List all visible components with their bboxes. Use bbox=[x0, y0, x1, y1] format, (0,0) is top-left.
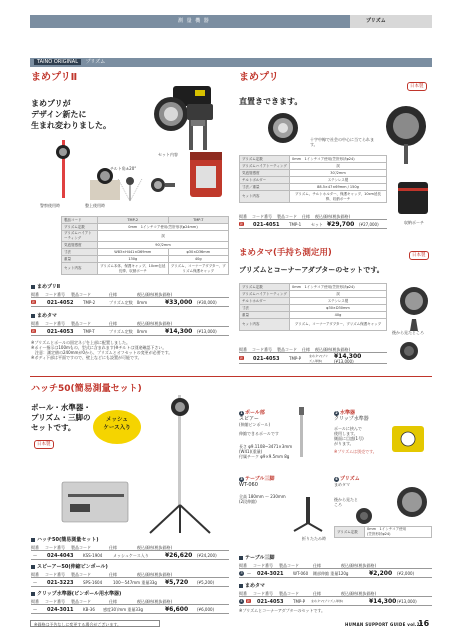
mamepuri-spec-table bbox=[239, 155, 387, 203]
footer-note-box bbox=[30, 620, 160, 627]
order-code: 021-4053 bbox=[47, 329, 74, 335]
order-spec: 剛部伸縮 重量120g bbox=[313, 571, 349, 576]
mamepuri-jp-badge: 日本製 bbox=[407, 82, 427, 91]
order-pill: 新 bbox=[247, 599, 251, 603]
parts-tama-title bbox=[239, 583, 265, 589]
spec-row-h: プリズムハイアトーティング bbox=[240, 291, 290, 298]
mamepuri2-catch-line2: デザイン新たに bbox=[31, 110, 87, 119]
spec-row-v: ステンレス製 bbox=[290, 298, 387, 305]
table-tripod-title bbox=[239, 555, 275, 561]
spec-row-v: 0mm 1インチコア使用(笠肝形状φ24) bbox=[290, 284, 387, 291]
order-price: ¥5,720 bbox=[165, 579, 189, 586]
order-price: ¥29,700 bbox=[327, 221, 355, 228]
order-price: ¥14,300 bbox=[165, 328, 193, 335]
note-line: 注意：測定値の240mmが0から、プリズムとオフセットの変更が必要です。 bbox=[31, 350, 173, 355]
order-spec: メッシュケース入り bbox=[113, 553, 149, 558]
order-pill: 新 bbox=[32, 329, 36, 333]
order-num: 4 bbox=[240, 599, 243, 603]
section-label bbox=[30, 58, 432, 67]
spec-header-row bbox=[62, 217, 229, 224]
parts-tama-title-text: まめタマ bbox=[245, 583, 266, 589]
order-head-col: 税込価格(税抜価格) bbox=[137, 321, 173, 326]
tripod-spec1: 全高 180mm 〜 230mm bbox=[239, 494, 286, 499]
order-net: (¥27,000) bbox=[359, 222, 379, 227]
spec-row-v: 誤 bbox=[290, 291, 387, 298]
clip-title-text: クリップ水準器(ピンポール用水準器) bbox=[37, 591, 122, 597]
mamepuri2-title: まめプリⅡ bbox=[31, 72, 78, 83]
prism-spec-v1: 0mm 1インチコア使用 bbox=[367, 527, 407, 531]
spec-row-v: 0mm 1インチコア使用(笠肝形状φ24mm) bbox=[98, 224, 229, 231]
order-head-col: 税込価格(税抜価格) bbox=[137, 545, 173, 550]
bubble-line2: ケース入り bbox=[103, 425, 131, 431]
spec-row-h: 寸法 bbox=[62, 249, 98, 256]
mesh-case-text bbox=[100, 416, 134, 432]
order-net: (¥5,200) bbox=[197, 580, 215, 585]
header-subcategory-bar bbox=[350, 15, 432, 28]
mamepuri2-order-title bbox=[31, 284, 60, 290]
order-head-col: コード番号 bbox=[45, 572, 65, 577]
order-net: (¥13,000) bbox=[334, 359, 354, 364]
order-head-col: 製品コード bbox=[71, 545, 91, 550]
order-code: 024-3021 bbox=[257, 571, 284, 577]
order-head-col: コード番号 bbox=[45, 292, 65, 297]
order-model: TMP-P bbox=[289, 356, 302, 361]
pole-part-name: スピアー bbox=[239, 416, 259, 422]
order-pill: 新 bbox=[240, 222, 244, 226]
level-part-title: 2 水準器 bbox=[335, 410, 356, 416]
order-head-col: 税込価格(税抜価格) bbox=[315, 347, 351, 352]
prism-part-title-text: プリズム bbox=[340, 476, 360, 482]
hatchi-set-title bbox=[31, 537, 99, 543]
spec-row-h: プリズム定数 bbox=[62, 224, 98, 231]
footer-guide: HUMAN SUPPORT GUIDE vol.27 bbox=[345, 622, 423, 627]
spec-row-v: プリズム、チルトホルダー、保護キャップ、10cm延長棒、収納ポーチ bbox=[290, 191, 387, 203]
order-row bbox=[31, 605, 229, 614]
pole-part-spec3: 付属チーク φ9×9.5mm 8g bbox=[239, 454, 290, 459]
pole-part-spec2: (W41)(重量) bbox=[239, 449, 263, 454]
prism-spec-v bbox=[365, 527, 432, 538]
order-head-col: 仕様 bbox=[109, 572, 117, 577]
order-head-col: 掲番 bbox=[239, 591, 247, 596]
order-model: TMP-T bbox=[83, 329, 95, 334]
order-head-col: 製品コード bbox=[71, 599, 91, 604]
order-net: (¥13,000) bbox=[397, 599, 417, 604]
section-divider bbox=[30, 376, 432, 377]
mametama-jp-badge: 日本製 bbox=[409, 251, 429, 260]
order-code: 021-4053 bbox=[257, 599, 284, 605]
spec-row-v2: プリズム、コーナーアダプター、プリズム保護キャップ bbox=[168, 263, 228, 275]
mamepuri2-order-title-text: まめプリⅡ bbox=[37, 284, 61, 290]
order-dash: — bbox=[247, 571, 251, 576]
order-pill: 新 bbox=[32, 300, 36, 304]
order-head-col: 掲番 bbox=[31, 545, 39, 550]
order-net: (¥2,000) bbox=[397, 571, 415, 576]
order-row bbox=[239, 569, 432, 578]
mametama-photo bbox=[394, 283, 434, 331]
order-head-col: 掲番 bbox=[239, 563, 247, 568]
header-category: 測 量 機 器 bbox=[178, 18, 210, 24]
level-part-title-text: 水準器 bbox=[340, 410, 356, 416]
tripod-caption: 折りたたみ時 bbox=[302, 536, 326, 541]
order-head-col: 製品コード bbox=[279, 591, 299, 596]
spec-row-v2: φ30×D36mm bbox=[168, 249, 228, 256]
order-spec: 感度30′/mm 重量33g bbox=[103, 607, 144, 612]
order-head-col: 掲番 bbox=[239, 214, 247, 219]
tripod-part-model: WT-060 bbox=[239, 482, 258, 488]
order-head-col: 製品コード bbox=[277, 347, 297, 352]
section-label-text: プリズム bbox=[85, 59, 106, 65]
order-model: WT-060 bbox=[293, 571, 309, 576]
spec-row-h: チルトホルダー bbox=[240, 298, 290, 305]
order-code: 021-4051 bbox=[253, 222, 280, 228]
order-code: 024-3011 bbox=[47, 607, 74, 613]
mamepuri2-catch-line1: まめプリが bbox=[31, 99, 71, 108]
order-spec: プリズム定数 0mm bbox=[109, 329, 148, 334]
order-head-col: 税込価格(税抜価格) bbox=[315, 214, 351, 219]
pole-use-photo bbox=[40, 140, 88, 198]
order-head-col: 税込価格(税抜価格) bbox=[137, 572, 173, 577]
order-head-col: 仕様 bbox=[302, 214, 310, 219]
spec-row-h: プリズム定数 bbox=[240, 284, 290, 291]
mamepuri-side-photo bbox=[380, 100, 432, 165]
hatchi-set-title-text: ハッチ50(簡易測量セット) bbox=[37, 537, 99, 543]
section-tag: TAINO ORIGINAL bbox=[34, 59, 81, 65]
pouch-red-photo bbox=[180, 150, 228, 205]
tripod-spec2: (2段伸縮) bbox=[239, 499, 257, 504]
mamepuri2-tilt-caption: チルト角±20° bbox=[110, 166, 137, 171]
prism-part-name: まめタマ bbox=[334, 482, 350, 487]
order-code: 021-3223 bbox=[47, 580, 74, 586]
mametama-order-title-text: まめタマ bbox=[37, 313, 58, 319]
pole-part-desc: 伸縮できるポールです bbox=[239, 431, 279, 436]
order-head-col: コード番号 bbox=[45, 545, 65, 550]
order-head-col: 仕様 bbox=[313, 591, 321, 596]
order-dash: — bbox=[33, 553, 37, 558]
order-row bbox=[31, 298, 229, 307]
order-head-col: 仕様 bbox=[109, 599, 117, 604]
spec-model-a: TMP-2 bbox=[98, 217, 169, 224]
mametama-catch: プリズムとコーナーアダプターのセットです。 bbox=[239, 266, 384, 274]
mamepuri2-catch bbox=[31, 98, 111, 131]
order-num: 3 bbox=[240, 571, 243, 575]
order-model: KB-36 bbox=[83, 607, 95, 612]
order-dash: — bbox=[33, 580, 37, 585]
order-head-col: 製品コード bbox=[71, 321, 91, 326]
spec-row-h: 重量 bbox=[240, 312, 290, 319]
hatchi-catch-line2: プリズム・三脚の bbox=[31, 413, 91, 422]
mametama-spec-table bbox=[239, 283, 387, 331]
order-code: 024-4043 bbox=[47, 553, 74, 559]
mametama-title: まめタマ(手持ち測定用) bbox=[239, 248, 332, 258]
bubble-line1: メッシュ bbox=[106, 417, 128, 423]
spec-row-h: 気泡管感度 bbox=[62, 242, 98, 249]
order-head-col: 仕様 bbox=[109, 292, 117, 297]
prism-part-caption: 後から見たところ bbox=[334, 497, 358, 507]
prism-part-photo bbox=[392, 484, 432, 520]
level-desc4: がります。 bbox=[334, 441, 354, 446]
order-head-col: 仕様 bbox=[109, 545, 117, 550]
mametama-back-caption: 後から見たところ bbox=[392, 330, 424, 335]
prism-part-spec bbox=[334, 526, 432, 538]
mamepuri2-notes bbox=[31, 340, 229, 360]
spec-row-h: プリズム定数 bbox=[240, 156, 290, 163]
order-row bbox=[31, 578, 229, 587]
note-line: ※プリズムとポールの固定ネジを上部に配置しました。 bbox=[31, 340, 131, 345]
order-head-col: 税込価格(税抜価格) bbox=[341, 591, 377, 596]
mamepuri-center-caption: 十字中線で社会の中心に当てられます。 bbox=[310, 137, 374, 147]
spec-row-h: チルトボルダー bbox=[240, 177, 290, 184]
order-head-col: 製品コード bbox=[71, 572, 91, 577]
prism-spec-v2: (笠肝形状φ24) bbox=[367, 532, 391, 536]
mamepuri-photo bbox=[263, 108, 309, 146]
prism-part-title: 4 プリズム bbox=[335, 476, 360, 482]
spec-row-v: ステンレス製 bbox=[290, 177, 387, 184]
order-spec: プリズム定数 0mm bbox=[109, 300, 148, 305]
spec-row-v: 88.5×47×69mm / 150g bbox=[290, 184, 387, 191]
order-head-col: 税込価格(税抜価格) bbox=[137, 292, 173, 297]
order-model: TMP-2 bbox=[83, 300, 96, 305]
order-head-col: 仕様 bbox=[302, 347, 310, 352]
order-price: ¥33,000 bbox=[165, 299, 193, 306]
hatchi-title: ハッチ50(簡易測量セット) bbox=[31, 384, 142, 394]
order-net: (¥13,000) bbox=[197, 329, 217, 334]
order-head-col: コード番号 bbox=[45, 321, 65, 326]
header-category-bar bbox=[30, 15, 350, 28]
mamepuri2-set-caption: セット内容 bbox=[158, 152, 178, 157]
order-row bbox=[239, 220, 387, 229]
prism-back-photo bbox=[352, 506, 376, 526]
level-part-name: クリップ水準器 bbox=[334, 416, 369, 422]
spec-row-v: 誤 bbox=[290, 163, 387, 170]
spec-row-h: 気泡管感度 bbox=[240, 170, 290, 177]
spec-row-v1: 130g bbox=[98, 256, 169, 263]
mamepuri-pouch-caption: 収納ポーチ bbox=[404, 220, 424, 225]
order-price: ¥26,620 bbox=[165, 552, 193, 559]
caption-stand: 整上使用時 bbox=[85, 203, 105, 208]
spec-row-v: 90′/2mm bbox=[98, 242, 229, 249]
pole-part-title: 1 ポール部 bbox=[240, 410, 265, 416]
order-spec: 100〜547mm 重量33g bbox=[113, 580, 157, 585]
order-head-col: 仕様 bbox=[109, 321, 117, 326]
order-price: ¥2,200 bbox=[369, 570, 393, 577]
order-head-col: 税込価格(税抜価格) bbox=[341, 563, 377, 568]
mamepuri2-catch-line3: 生まれ変わりました。 bbox=[31, 121, 111, 130]
hatchi-jp-badge: 日本製 bbox=[34, 440, 54, 449]
order-head-col: コード番号 bbox=[253, 563, 273, 568]
order-row bbox=[239, 353, 387, 364]
spec-row-v: 40g bbox=[290, 312, 387, 319]
spec-col-label: 製品コード bbox=[62, 217, 98, 224]
order-model: SPS-1604 bbox=[83, 580, 103, 585]
order-price: ¥14,300 bbox=[369, 598, 397, 605]
clip-title bbox=[31, 591, 121, 597]
spec-row-h: セット内容 bbox=[240, 319, 290, 331]
order-head-col: 掲番 bbox=[31, 572, 39, 577]
order-dash: — bbox=[33, 607, 37, 612]
order-head-col: 仕様 bbox=[313, 563, 321, 568]
level-desc2: 使用します。 bbox=[334, 431, 358, 436]
hatchi-case-photo bbox=[60, 480, 130, 525]
note-line: ※ボディ下部は平面ですので、壁上などにも設置が可能です。 bbox=[31, 355, 142, 360]
spec-row-v1: W83×H441×D69mm bbox=[98, 249, 169, 256]
tripod-part-title-text: テーブル三脚 bbox=[245, 476, 275, 482]
order-head-col: 製品コード bbox=[71, 292, 91, 297]
level-note: ※プリズムは別売です。 bbox=[334, 449, 377, 454]
spec-row-h: 寸法 bbox=[240, 305, 290, 312]
mamepuri-pouch-photo bbox=[394, 180, 434, 220]
pole-part-title-text: ポール部 bbox=[245, 410, 265, 416]
spec-row-v: 0mm 1インチコア使用(笠肝形状φ24) bbox=[290, 156, 387, 163]
hatchi-catch-line1: ポール・水準器・ bbox=[31, 403, 91, 412]
spec-row-h: 重量 bbox=[62, 256, 98, 263]
hatchi-tripod-photo bbox=[140, 395, 220, 535]
mametama-order-title bbox=[31, 313, 57, 319]
table-tripod-title-text: テーブル三脚 bbox=[245, 555, 275, 561]
header-subcategory: プリズム bbox=[366, 18, 386, 24]
level-desc3: 側面に目盛(1号) bbox=[334, 436, 364, 441]
order-head-col: 掲番 bbox=[31, 292, 39, 297]
order-head-col: 税込価格(税抜価格) bbox=[137, 599, 173, 604]
level-desc1: ポールに挟んで bbox=[334, 426, 362, 431]
small-prism-photo bbox=[148, 175, 178, 195]
order-pill: 新 bbox=[240, 356, 244, 360]
order-head-col: コード番号 bbox=[252, 347, 272, 352]
order-spec: まめタマ(プリズム単体) bbox=[311, 599, 344, 603]
pole-part-sub: (伸縮ピンポール) bbox=[239, 422, 271, 427]
order-head-col: コード番号 bbox=[45, 599, 65, 604]
order-head-col: 掲番 bbox=[239, 347, 247, 352]
mametama-back-photo bbox=[394, 340, 424, 362]
ground-use-photo bbox=[90, 150, 120, 200]
mamepuri2-photo bbox=[143, 80, 228, 155]
order-head-col: コード番号 bbox=[252, 214, 272, 219]
order-price: ¥6,600 bbox=[165, 606, 189, 613]
pole-part-photo bbox=[282, 405, 322, 460]
level-part-photo bbox=[386, 420, 430, 460]
spec-row-v2: 40g bbox=[168, 256, 228, 263]
spec-row-h: セット内容 bbox=[240, 191, 290, 203]
spec-row-v: 30′/2mm bbox=[290, 170, 387, 177]
spec-row-v: 誤 bbox=[98, 231, 229, 242]
order-head-col: 製品コード bbox=[277, 214, 297, 219]
mamepuri2-spec-table bbox=[61, 216, 229, 275]
order-model: TMP-1 bbox=[289, 222, 302, 227]
parts-tama-note: ※プリズムとコーナーアダプターのセットです。 bbox=[239, 608, 326, 613]
caption-storage: 警察使用時 bbox=[40, 203, 60, 208]
order-spec: セット bbox=[311, 222, 323, 227]
spec-row-h: プリズムハイアトーティング bbox=[240, 163, 290, 170]
spec-row-h: 寸法／重量 bbox=[240, 184, 290, 191]
order-net: (¥30,000) bbox=[197, 300, 217, 305]
order-model: TMP-P bbox=[293, 599, 306, 604]
footer-page-number: 16 bbox=[418, 619, 430, 628]
mamepuri-catch: 直置きできます。 bbox=[239, 97, 303, 106]
spec-row-v: プリズム、コーナーアダプター、プリズム保護キャップ bbox=[290, 319, 387, 331]
speed-title bbox=[31, 564, 108, 570]
prism-spec-h: プリズム定数 bbox=[335, 527, 365, 538]
order-head-col: 掲番 bbox=[31, 321, 39, 326]
order-head-col: 製品コード bbox=[279, 563, 299, 568]
order-code: 021-4052 bbox=[47, 300, 74, 306]
order-net: (¥6,000) bbox=[197, 607, 215, 612]
tripod-part-title: 3 テーブル三脚 bbox=[240, 476, 275, 482]
order-row bbox=[239, 597, 432, 606]
order-row bbox=[31, 327, 229, 336]
note-line: ※ポイー指示は100mもの、型式に含まれます(※チルトは別途確認下さい。 bbox=[31, 345, 167, 350]
spec-row-h: プリズムハイアトーティング bbox=[62, 231, 98, 242]
order-spec: まめタマ(プリズム単体) bbox=[309, 354, 329, 363]
order-price: ¥14,300 bbox=[334, 353, 362, 360]
tripod-part-photo bbox=[288, 495, 328, 533]
hatchi-catch-line3: セットです。 bbox=[31, 423, 76, 432]
order-model: KSS-1904 bbox=[83, 553, 103, 558]
footer-note: ※価格は予告なしに変更する場合がございます。 bbox=[34, 622, 122, 627]
order-head-col: コード番号 bbox=[253, 591, 273, 596]
order-code: 021-4053 bbox=[253, 356, 280, 362]
pole-part-spec1: 長さ φ9.1108~3471×3mm bbox=[239, 444, 293, 449]
hatchi-catch bbox=[31, 403, 91, 433]
order-net: (¥24,200) bbox=[197, 553, 217, 558]
spec-row-v: φ30×D30mm bbox=[290, 305, 387, 312]
mamepuri-title: まめプリ bbox=[239, 72, 279, 83]
spec-row-v1: プリズム本体、保護キャップ、10cm伝延長棒、収納ポーチ bbox=[98, 263, 169, 275]
order-row bbox=[31, 551, 229, 560]
spec-row-h: セット内容 bbox=[62, 263, 98, 275]
speed-title-text: スピーアー50(伸縮ピンポール) bbox=[37, 564, 108, 570]
order-head-col: 掲番 bbox=[31, 599, 39, 604]
spec-model-b: TMP-T bbox=[168, 217, 228, 224]
